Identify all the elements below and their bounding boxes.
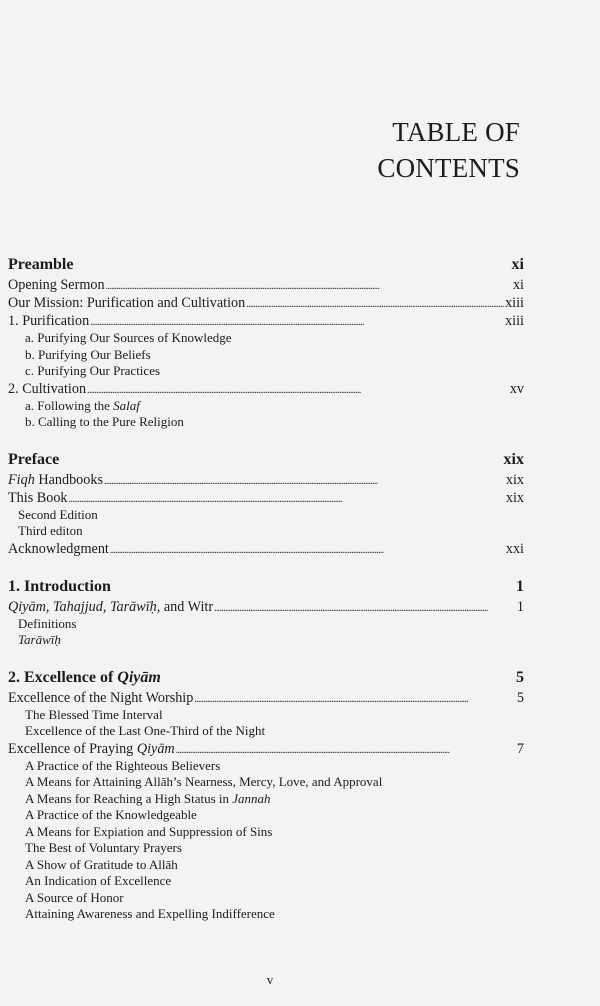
- title-line-2: CONTENTS: [377, 153, 520, 183]
- toc-entry[interactable]: [8, 294, 524, 312]
- toc-entry-page: xiii: [505, 313, 524, 329]
- toc-entry[interactable]: [8, 598, 524, 616]
- toc-subentry[interactable]: A Practice of the Righteous Believers: [25, 757, 221, 773]
- toc-subentry[interactable]: A Means for Reaching a High Status in Jannah: [25, 790, 271, 806]
- dot-leader: [69, 489, 505, 509]
- chapter-page-number: xi: [511, 256, 524, 273]
- page-title: [377, 114, 520, 186]
- toc-entry-label: Excellence of the Night Worship: [8, 689, 194, 706]
- toc-entry[interactable]: [8, 380, 524, 398]
- toc-entry-page: 1: [516, 598, 524, 615]
- chapter-heading[interactable]: [8, 451, 524, 471]
- toc-entry-label: Qiyām, Tahajjud, Tarāwīḥ, and Witr: [8, 598, 214, 615]
- toc-subentry[interactable]: An Indication of Excellence: [25, 873, 172, 888]
- toc-entry-page: xv: [509, 380, 524, 397]
- toc-subentry-italic: Tarāwīḥ: [18, 632, 61, 647]
- toc-entry-italic: Qiyām: [136, 740, 175, 757]
- toc-entry-label: Our Mission: Purification and Cultivation: [8, 295, 246, 311]
- toc-subentry-italic: Jannah: [232, 790, 271, 806]
- toc-entry-page: xiii: [505, 295, 524, 311]
- toc-entry[interactable]: [8, 471, 524, 489]
- dot-leader: [90, 312, 504, 332]
- chapter-title: 2. Excellence of Qiyām: [8, 668, 161, 686]
- chapter-heading[interactable]: [8, 669, 524, 689]
- section-spacer: [8, 649, 524, 669]
- toc-entry-page: xi: [512, 277, 524, 293]
- toc-subentry[interactable]: Second Edition: [18, 506, 98, 522]
- toc-subentry[interactable]: Attaining Awareness and Expelling Indifference: [25, 906, 275, 921]
- toc-subentry[interactable]: Third editon: [18, 523, 83, 538]
- toc-subentry[interactable]: c. Purifying Our Practices: [25, 363, 161, 378]
- toc-entry[interactable]: [8, 276, 524, 294]
- toc-entry[interactable]: [8, 740, 524, 758]
- chapter-page-number: 1: [516, 577, 524, 595]
- toc-subentry[interactable]: A Means for Expiation and Suppression of Sins: [25, 823, 273, 839]
- chapter-heading[interactable]: [8, 578, 524, 598]
- toc-entry-label: Excellence of Praying Qiyām: [8, 740, 175, 757]
- toc-entry-label: Opening Sermon: [8, 277, 105, 293]
- toc-subentry[interactable]: Definitions: [18, 615, 77, 631]
- toc-entry[interactable]: [8, 489, 524, 507]
- dot-leader: [176, 740, 516, 760]
- toc-subentry[interactable]: a. Following the Salaf: [25, 397, 140, 413]
- toc-subentry[interactable]: [8, 632, 524, 649]
- toc-entry-label: Fiqh Handbooks: [8, 471, 103, 488]
- toc-subentry[interactable]: A Practice of the Knowledgeable: [25, 807, 197, 822]
- toc-entry-label: 2. Cultivation: [8, 380, 87, 397]
- section-spacer: [8, 558, 524, 578]
- toc-entry[interactable]: [8, 540, 524, 558]
- chapter-title: Preamble: [8, 256, 74, 273]
- toc-entry-page: 5: [516, 689, 524, 706]
- toc-entry-italic: Fiqh: [8, 471, 35, 488]
- title-line-1: TABLE OF: [392, 117, 520, 147]
- toc-entry[interactable]: [8, 312, 524, 330]
- dot-leader: [87, 380, 509, 400]
- section-spacer: [8, 431, 524, 451]
- table-of-contents: [8, 256, 524, 923]
- page-number: v: [266, 972, 274, 987]
- toc-subentry[interactable]: b. Calling to the Pure Religion: [25, 414, 184, 429]
- toc-entry-page: 7: [516, 740, 524, 757]
- toc-subentry[interactable]: A Means for Attaining Allāh’s Nearness, Mercy, Love, and Approval: [25, 774, 383, 789]
- toc-subentry-italic: Salaf: [113, 397, 140, 413]
- toc-subentry[interactable]: b. Purifying Our Beliefs: [25, 346, 151, 362]
- chapter-page-number: xix: [503, 450, 524, 468]
- toc-subentry[interactable]: A Source of Honor: [25, 889, 124, 905]
- chapter-title: Preface: [8, 450, 60, 468]
- chapter-page-number: 5: [516, 668, 524, 686]
- dot-leader: [246, 294, 504, 314]
- chapter-heading[interactable]: [8, 256, 524, 276]
- toc-entry[interactable]: [8, 689, 524, 707]
- toc-entry-italic: Qiyām, Tahajjud, Tarāwīḥ,: [8, 598, 161, 615]
- toc-entry-label: 1. Purification: [8, 313, 90, 329]
- toc-entry-page: xxi: [505, 540, 524, 557]
- toc-entry-page: xix: [505, 471, 524, 488]
- dot-leader: [214, 598, 516, 618]
- chapter-title-italic: Qiyām: [117, 668, 161, 686]
- dot-leader: [110, 540, 505, 560]
- toc-entry-label: Acknowledgment: [8, 540, 109, 557]
- dot-leader: [194, 689, 516, 709]
- toc-subentry[interactable]: A Show of Gratitude to Allāh: [25, 856, 178, 872]
- toc-subentry[interactable]: The Best of Voluntary Prayers: [25, 840, 182, 855]
- toc-subentry[interactable]: Excellence of the Last One-Third of the Night: [25, 723, 266, 738]
- toc-subentry[interactable]: The Blessed Time Interval: [25, 706, 163, 722]
- dot-leader: [104, 471, 505, 491]
- toc-entry-label: This Book: [8, 489, 68, 506]
- chapter-title: 1. Introduction: [8, 577, 111, 595]
- toc-subentry[interactable]: a. Purifying Our Sources of Knowledge: [25, 330, 232, 345]
- toc-entry-page: xix: [505, 489, 524, 506]
- dot-leader: [106, 276, 512, 296]
